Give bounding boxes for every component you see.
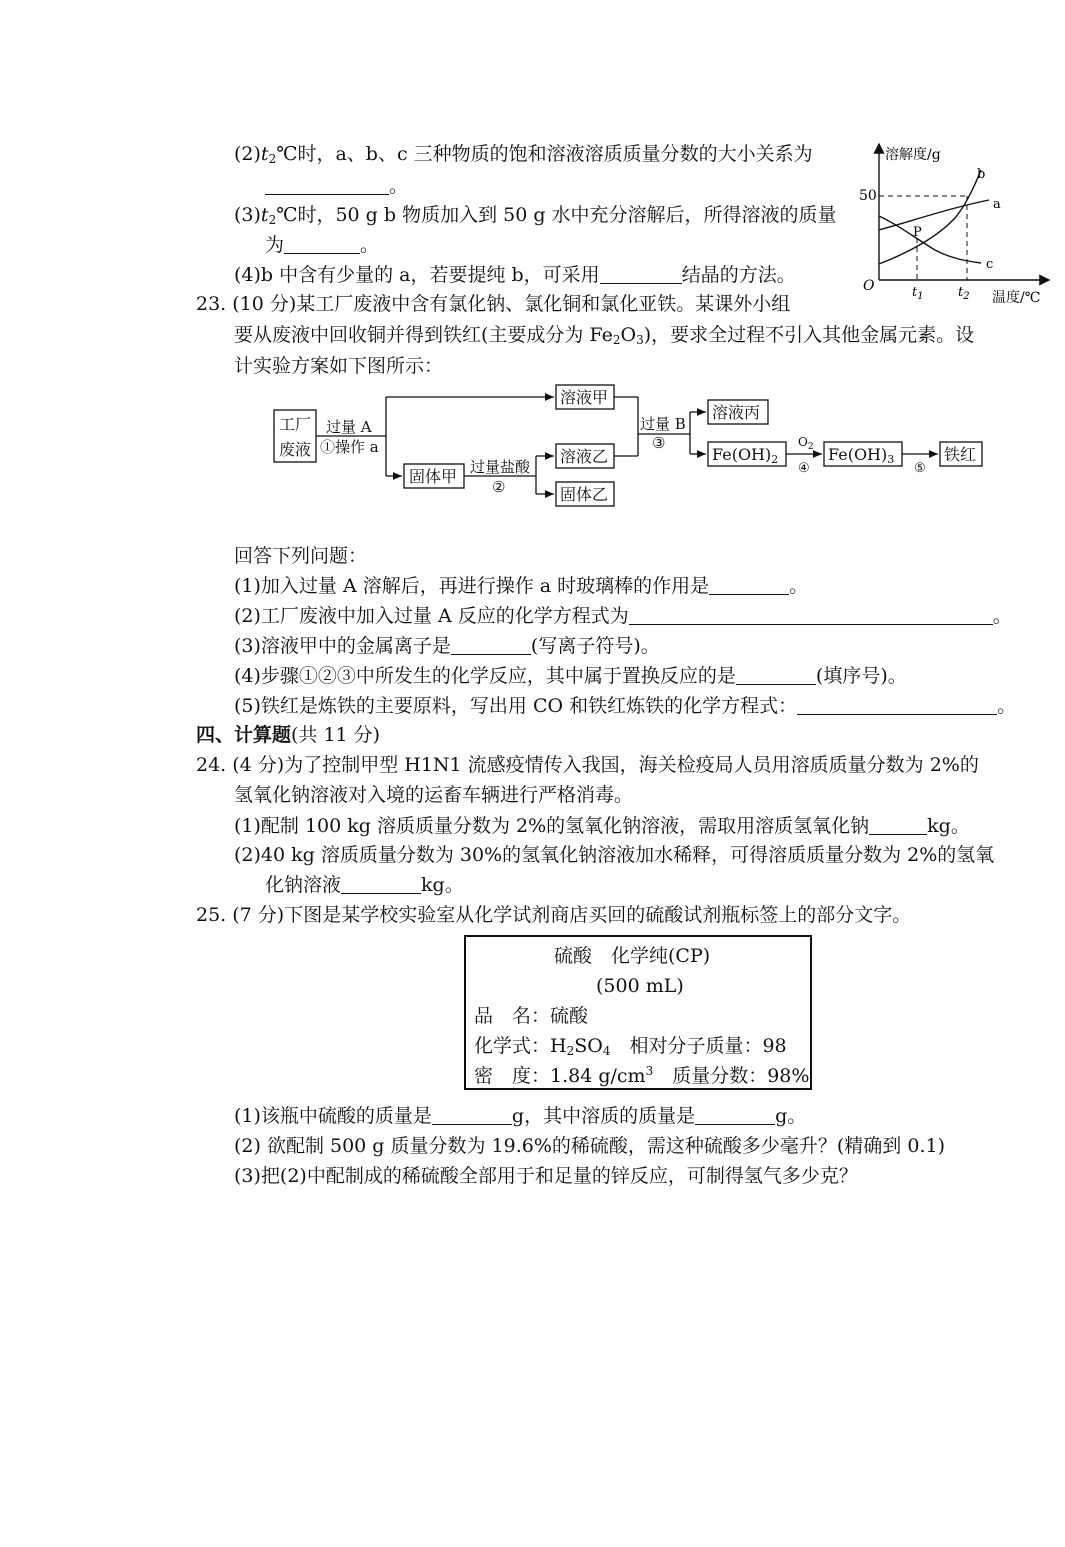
- curve-b: [879, 170, 981, 264]
- point-p-label: P: [913, 225, 922, 240]
- curve-c: [879, 216, 981, 263]
- label-solid-yi: 固体乙: [560, 485, 609, 504]
- q22-part2-answer: 。: [265, 173, 408, 199]
- q22-part2: $(2)t_2℃$时，a、b、c 三种物质的饱和溶液溶质质量分数的大小关系为: [234, 143, 813, 166]
- y-tick-50: 50: [859, 188, 877, 204]
- label-waste-b: 废液: [279, 440, 312, 459]
- q23-line1: 23. (10 分)某工厂废液中含有氯化钠、氯化铜和氯化亚铁。某课外小组: [196, 293, 791, 315]
- answer-blank[interactable]: [695, 1104, 775, 1125]
- answer-blank[interactable]: [265, 174, 389, 195]
- series-a-label: a: [993, 197, 1001, 212]
- q23-answer-intro: 回答下列问题：: [234, 545, 368, 567]
- label-solution-bing: 溶液丙: [712, 403, 761, 422]
- answer-blank[interactable]: [341, 873, 421, 894]
- section-heading: 四、计算题(共 11 分): [196, 724, 381, 746]
- label-step4-bottom: ④: [798, 461, 810, 476]
- label-step5-bottom: ⑤: [914, 461, 926, 476]
- q24-p1: (1)配制 100 kg 溶质质量分数为 2%的氢氧化钠溶液，需取用溶质氢氧化钠 kg。: [234, 815, 970, 837]
- q23-a1: (1)加入过量 A 溶解后，再进行操作 a 时玻璃棒的作用是 。: [234, 575, 809, 597]
- label-step2-top: 过量盐酸: [470, 458, 531, 476]
- label-volume: (500 mL): [596, 975, 684, 997]
- solubility-chart: [855, 138, 1055, 310]
- label-density-row: 密 度：1.84 $g/cm^3$ 质量分数：98%: [474, 1064, 810, 1087]
- label-step4-top: $O_2$: [798, 435, 814, 452]
- answer-blank[interactable]: [797, 694, 997, 715]
- q24-p2-cont: 化钠溶液 kg。: [265, 874, 464, 896]
- series-c-label: c: [986, 257, 994, 272]
- label-solid-jia: 固体甲: [409, 467, 458, 486]
- q22-part3: $(3)t_2℃$时，50 g b 物质加入到 50 g 水中充分溶解后，所得溶液的质量: [234, 204, 837, 227]
- label-waste-a: 工厂: [279, 415, 312, 434]
- series-b-label: b: [977, 167, 986, 182]
- q23-a5: (5)铁红是炼铁的主要原料，写出用 CO 和铁红炼铁的化学方程式： 。: [234, 695, 1017, 717]
- process-flow-diagram: [268, 380, 998, 515]
- answer-blank[interactable]: [432, 1104, 512, 1125]
- q24-line1: 24. (4 分)为了控制甲型 H1N1 流感疫情传入我国，海关检疫局人员用溶质质量分数为 2%的: [196, 754, 979, 776]
- label-solution-yi: 溶液乙: [560, 447, 609, 466]
- q25-line1: 25. (7 分)下图是某学校实验室从化学试剂商店买回的硫酸试剂瓶标签上的部分文字。: [196, 904, 912, 926]
- label-solution-jia: 溶液甲: [560, 388, 609, 407]
- q25-p3: (3)把(2)中配制成的稀硫酸全部用于和足量的锌反应，可制得氢气多少克？: [234, 1165, 858, 1187]
- label-feoh3: Fe(OH)3: [828, 445, 895, 466]
- q24-p2: (2)40 kg 溶质质量分数为 30%的氢氧化钠溶液加水稀释，可得溶质质量分数为 2%的氢氧: [234, 844, 995, 866]
- answer-blank[interactable]: [869, 814, 927, 835]
- answer-blank[interactable]: [451, 634, 531, 655]
- label-step2-bottom: ②: [492, 478, 506, 496]
- label-step3-top: 过量 B: [640, 415, 686, 433]
- q25-p2: (2) 欲配制 500 g 质量分数为 19.6%的稀硫酸，需这种硫酸多少毫升？(精确到 0.1): [234, 1135, 945, 1157]
- label-title: 硫酸 化学纯(CP): [554, 945, 711, 967]
- x-axis-label: 温度/℃: [992, 290, 1041, 306]
- q23-a2: (2)工厂废液中加入过量 A 反应的化学方程式为 。: [234, 605, 1012, 627]
- q23-a3: (3)溶液甲中的金属离子是 (写离子符号)。: [234, 635, 660, 657]
- q22-part3-cont: 为 。: [265, 234, 380, 256]
- label-step3-bottom: ③: [652, 434, 666, 452]
- answer-blank[interactable]: [629, 604, 993, 625]
- q23-line3: 计实验方案如下图所示：: [234, 355, 444, 377]
- origin-label: O: [863, 278, 875, 294]
- label-name-row: 品 名：硫酸: [474, 1005, 589, 1027]
- x-tick-t2: $t_2$: [958, 285, 970, 302]
- x-tick-t1: $t_1$: [912, 285, 924, 302]
- q25-p1: (1)该瓶中硫酸的质量是 g，其中溶质的质量是 g。: [234, 1105, 807, 1127]
- answer-blank[interactable]: [284, 233, 360, 254]
- answer-blank[interactable]: [600, 263, 682, 284]
- q22-part4: (4)b 中含有少量的 a，若要提纯 b，可采用 结晶的方法。: [234, 264, 796, 286]
- q24-line2: 氢氧化钠溶液对入境的运畜车辆进行严格消毒。: [234, 784, 634, 806]
- reagent-label: [464, 935, 812, 1090]
- answer-blank[interactable]: [736, 664, 816, 685]
- label-step1-top: 过量 A: [326, 418, 372, 436]
- q23-a4: (4)步骤①②③中所发生的化学反应，其中属于置换反应的是 (填序号)。: [234, 665, 907, 687]
- label-formula-row: 化学式：$H_2SO_4$ 相对分子质量：98: [474, 1035, 787, 1058]
- q23-line2: 要从废液中回收铜并得到铁红(主要成分为 $Fe_2O_3$)，要求全过程不引入其他金属元素。设: [234, 324, 975, 347]
- label-feoh2: Fe(OH)2: [712, 445, 779, 466]
- label-tiehong: 铁红: [944, 445, 977, 464]
- y-axis-label: 溶解度/g: [885, 147, 941, 163]
- label-step1-bottom: ①操作 a: [320, 438, 379, 456]
- answer-blank[interactable]: [709, 574, 789, 595]
